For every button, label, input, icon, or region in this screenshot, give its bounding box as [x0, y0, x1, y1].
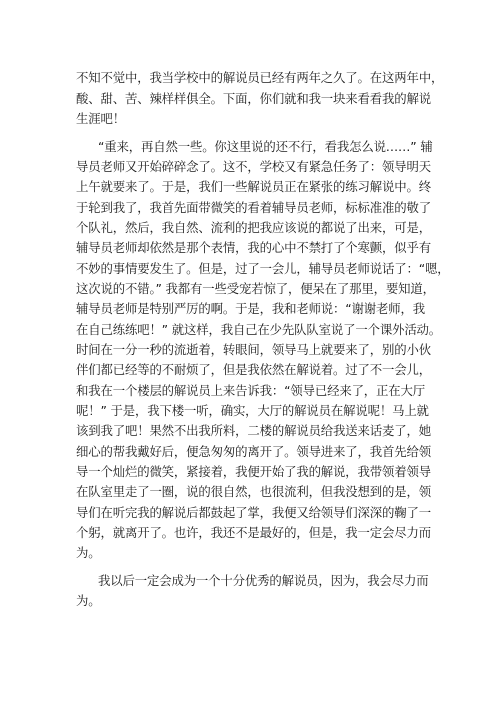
- text-line: 导一个灿烂的微笑，紧接着，我便开始了我的解说，我带领着领导: [76, 464, 431, 479]
- text-line: 个队礼，然后，我自然、流利的把我应该说的都说了出来，可是，: [76, 220, 431, 235]
- text-line: 上午就要来了。于是，我们一些解说员正在紧张的练习解说中。终: [76, 179, 431, 194]
- paragraph-start-line: 我以后一定会成为一个十分优秀的解说员，因为，我会尽力而: [98, 573, 429, 588]
- text-line: 个躬，就离开了。也许，我还不是最好的，但是，我一定会尽力而: [76, 525, 431, 540]
- text-line: 于轮到我了，我首先面带微笑的看着辅导员老师，标标准准的敬了: [76, 200, 431, 215]
- text-line: 为。: [76, 593, 101, 608]
- text-line: 该到我了吧！果然不出我所料，二楼的解说员给我送来话麦了，她: [76, 423, 431, 438]
- text-line: 酸、甜、苦、辣样样俱全。下面，你们就和我一块来看看我的解说: [76, 91, 431, 106]
- text-line: 呢！” 于是，我下楼一听，确实，大厅的解说员在解说呢！马上就: [76, 403, 429, 418]
- text-line: 在队室里走了一圈，说的很自然，也很流利，但我没想到的是，领: [76, 484, 431, 499]
- text-line: 时间在一分一秒的流逝着，转眼间，领导马上就要来了，别的小伙: [76, 342, 431, 357]
- text-line: 和我在一个楼层的解说员上来告诉我：“领导已经来了，正在大厅: [76, 383, 426, 398]
- text-line: 为。: [76, 545, 101, 560]
- text-line: 不知不觉中，我当学校中的解说员已经有两年之久了。在这两年中，: [76, 70, 444, 85]
- text-line: 导员老师又开始碎碎念了。这不，学校又有紧急任务了：领导明天: [76, 159, 431, 174]
- text-line: 伴们都已经等的不耐烦了，但是我依然在解说着。过了不一会儿，: [76, 362, 431, 377]
- text-line: 辅导员老师是特别严厉的啊。于是，我和老师说：“谢谢老师，我: [76, 301, 426, 316]
- text-line: 导们在听完我的解说后都鼓起了掌，我便又给领导们深深的鞠了一: [76, 505, 431, 520]
- text-line: 不妙的事情要发生了。但是，过了一会儿，辅导员老师说话了：“嗯，: [76, 261, 450, 276]
- text-line: 细心的帮我戴好后，便急匆匆的离开了。领导进来了，我首先给领: [76, 444, 431, 459]
- text-line: 生涯吧！: [76, 111, 125, 126]
- text-line: 在自己练练吧！” 就这样，我自己在少先队队室说了一个课外活动。: [76, 322, 442, 337]
- text-line: 这次说的不错。” 我都有一些受宠若惊了，便呆在了那里，要知道，: [76, 281, 435, 296]
- paragraph-start-line: “重来，再自然一些。你这里说的还不行，看我怎么说……” 辅: [98, 139, 433, 154]
- text-line: 辅导员老师却依然是那个表情，我的心中不禁打了个寒颤，似乎有: [76, 240, 431, 255]
